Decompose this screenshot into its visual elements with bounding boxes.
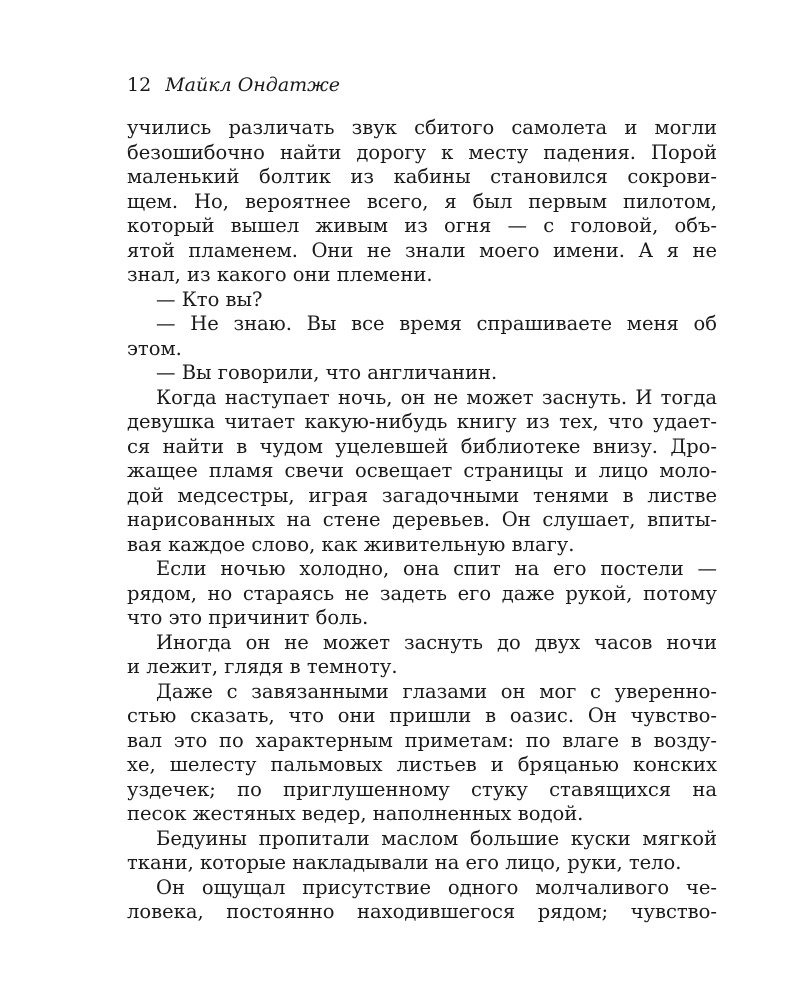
text-line: уздечек; по приглушенному стуку ставящихся на: [127, 777, 717, 801]
text-line: и лежит, глядя в темноту.: [127, 655, 398, 678]
text-line: безошибочно найти дорогу к месту падения. Порой: [127, 140, 717, 164]
text-line: маленький болтик из кабины становился сокрови-: [127, 165, 717, 188]
text-line: ткани, которые накладывали на его лицо, руки, тело.: [127, 851, 682, 874]
text-line: стью сказать, что они пришли в оазис. Он чувство-: [127, 704, 717, 727]
text-line: вал это по характерным приметам: по влаге в возду-: [127, 728, 717, 752]
text-line: щем. Но, вероятнее всего, я был первым пилотом,: [127, 189, 717, 213]
text-line: что это причинит боль.: [127, 606, 369, 629]
running-head-author: Майкл Ондатже: [165, 74, 341, 96]
body-text: [127, 116, 717, 925]
text-line: который вышел живым из огня — с головой, объ-: [127, 214, 717, 237]
text-line: — Кто вы?: [156, 287, 263, 311]
text-line: учились различать звук сбитого самолета и могли: [127, 116, 717, 139]
text-line: Даже с завязанными глазами он мог с уверенно-: [156, 679, 717, 703]
book-page: [127, 72, 717, 925]
text-line: вая каждое слово, как живительную влагу.: [127, 532, 575, 556]
text-line: хе, шелесту пальмовых листьев и бряцанью конских: [127, 753, 717, 776]
text-line: Если ночью холодно, она спит на его постели —: [156, 557, 717, 580]
text-line: этом.: [127, 336, 182, 360]
text-line: жащее пламя свечи освещает страницы и лицо моло-: [127, 459, 717, 482]
text-line: знал, из какого они племени.: [127, 263, 433, 286]
running-head: [127, 72, 717, 98]
text-line: песок жестяных ведер, наполненных водой.: [127, 802, 584, 825]
text-line: — Не знаю. Вы все время спрашиваете меня об: [156, 312, 717, 335]
text-line: дой медсестры, играя загадочными тенями в листве: [127, 483, 717, 507]
text-line: — Вы говорили, что англичанин.: [156, 361, 498, 384]
text-line: ловека, постоянно находившегося рядом; чувство-: [127, 900, 717, 923]
text-line: Он ощущал присутствие одного молчаливого че-: [156, 875, 717, 899]
text-line: Бедуины пропитали маслом большие куски мягкой: [156, 826, 717, 850]
text-line: ятой пламенем. Они не знали моего имени. А я не: [127, 238, 717, 262]
text-line: Когда наступает ночь, он не может заснуть. И тогда: [156, 385, 717, 409]
text-line: нарисованных на стене деревьев. Он слушает, впиты-: [127, 508, 717, 531]
text-line: Иногда он не может заснуть до двух часов ночи: [156, 630, 717, 654]
text-line: ся найти в чудом уцелевшей библиотеке внизу. Дро-: [127, 434, 717, 458]
text-line: девушка читает какую-нибудь книгу из тех, что удает-: [127, 410, 717, 433]
text-line: рядом, но стараясь не задеть его даже рукой, потому: [127, 581, 717, 605]
page-number: 12: [127, 74, 152, 96]
